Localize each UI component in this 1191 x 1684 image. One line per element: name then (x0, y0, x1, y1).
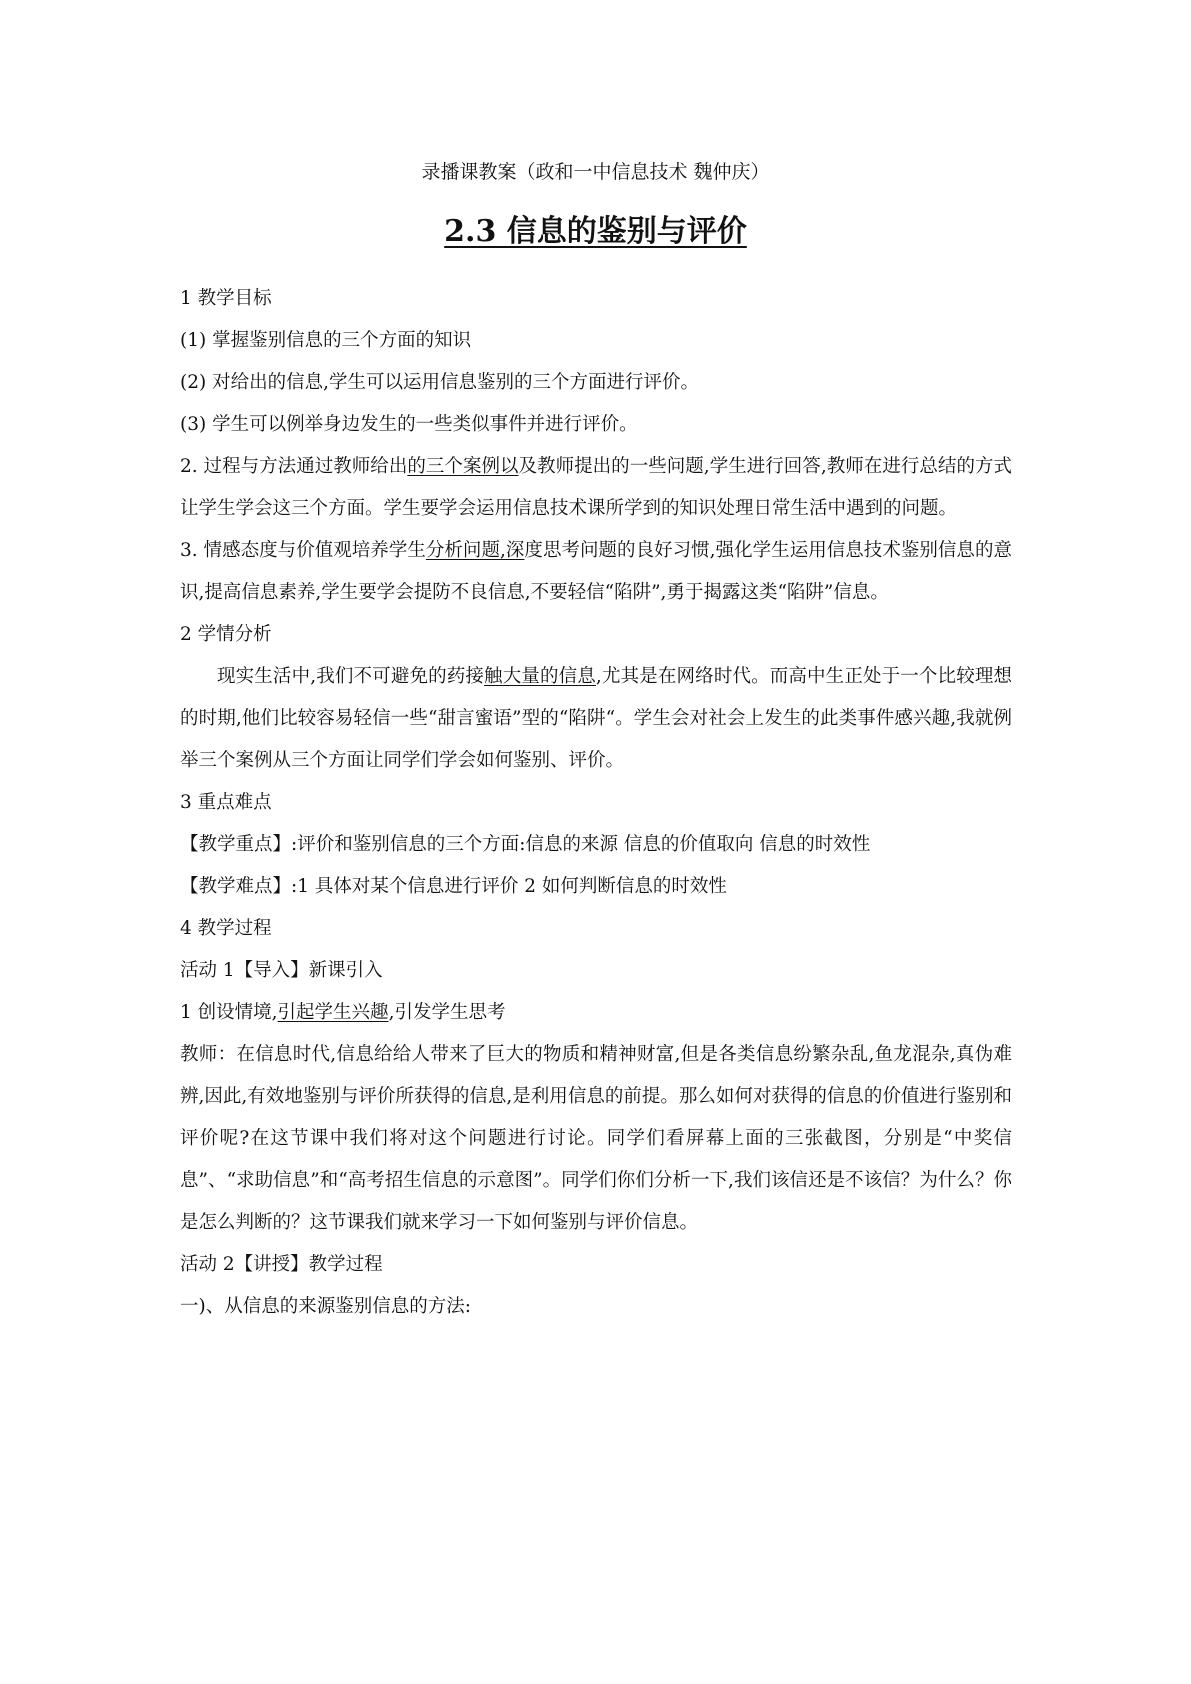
text-run: 2. 过程与方法通过教师给出 (180, 456, 408, 477)
section-heading-process: 4 教学过程 (180, 918, 272, 939)
goal-item-3: (3) 学生可以例举身边发生的一些类似事件并进行评价。 (180, 414, 638, 435)
method-1-heading: 一)、从信息的来源鉴别信息的方法: (180, 1296, 471, 1317)
underlined-text: 的三个案例以 (407, 456, 519, 477)
activity-1-heading: 活动 1【导入】新课引入 (180, 960, 383, 981)
attitude-values-paragraph (180, 530, 1012, 614)
student-analysis-paragraph (180, 656, 1012, 782)
text-run: 1 创设情境, (180, 1002, 278, 1023)
goal-item-2: (2) 对给出的信息,学生可以运用信息鉴别的三个方面进行评价。 (180, 372, 699, 393)
section-heading-goals: 1 教学目标 (180, 288, 272, 309)
difficulty-line: 【教学难点】:1 具体对某个信息进行评价 2 如何判断信息的时效性 (180, 876, 727, 897)
underlined-text: 引起学生兴趣 (277, 1002, 389, 1023)
section-heading-analysis: 2 学情分析 (180, 624, 272, 645)
text-run: 3. 情感态度与价值观培养学生 (180, 540, 426, 561)
section-heading-key-points: 3 重点难点 (180, 792, 272, 813)
title-text: 2.3 信息的鉴别与评价 (444, 214, 747, 249)
activity-2-heading: 活动 2【讲授】教学过程 (180, 1254, 383, 1275)
document-title (0, 212, 1191, 252)
goal-item-1: (1) 掌握鉴别信息的三个方面的知识 (180, 330, 472, 351)
underlined-text: 触大量的信息 (484, 666, 596, 687)
text-run: 现实生活中,我们不可避免的药接 (217, 666, 485, 687)
step-1-line (180, 992, 1012, 1034)
text-run: ,尤其是在网络时代。而高中生正处于一个比较理想的时期,他们比较容易轻信一些“甜言蜜语”型的“陷阱“。学生会对社会上发生的此类事件感兴趣,我就例举三个案例从三个方面让同学们学会如何鉴别、评价。 (180, 666, 1012, 771)
underlined-text: 分析问题,深 (425, 540, 525, 561)
document-header: 录播课教案（政和一中信息技术 魏仲庆） (421, 161, 770, 183)
teacher-paragraph: 教师：在信息时代,信息给给人带来了巨大的物质和精神财富,但是各类信息纷繁杂乱,鱼龙混杂,真伪难辨,因此,有效地鉴别与评价所获得的信息,是利用信息的前提。那么如何对获得的信息的价值进行鉴别和评价呢?在这节课中我们将对这个问题进行讨论。同学们看屏幕上面的三张截图，分别是“中奖信息”、“求助信息”和“高考招生信息的示意图”。同学们你们分析一下,我们该信还是不该信？为什么？你是怎么判断的？这节课我们就来学习一下如何鉴别与评价信息。 (180, 1044, 1012, 1233)
document-body (180, 278, 1012, 1328)
process-method-paragraph (180, 446, 1012, 530)
text-run: ,引发学生思考 (388, 1002, 506, 1023)
key-point-line: 【教学重点】:评价和鉴别信息的三个方面:信息的来源 信息的价值取向 信息的时效性 (180, 834, 871, 855)
text-run: 及教师提出的一些问题,学生进行回答,教师在进行总结的方式让学生学会这三个方面。学生要学会运用信息技术课所学到的知识处理日常生活中遇到的问题。 (180, 456, 1012, 519)
text-run: 度思考问题的良好习惯,强化学生运用信息技术鉴别信息的意识,提高信息素养,学生要学会提防不良信息,不要轻信“陷阱”,勇于揭露这类“陷阱”信息。 (180, 540, 1012, 603)
